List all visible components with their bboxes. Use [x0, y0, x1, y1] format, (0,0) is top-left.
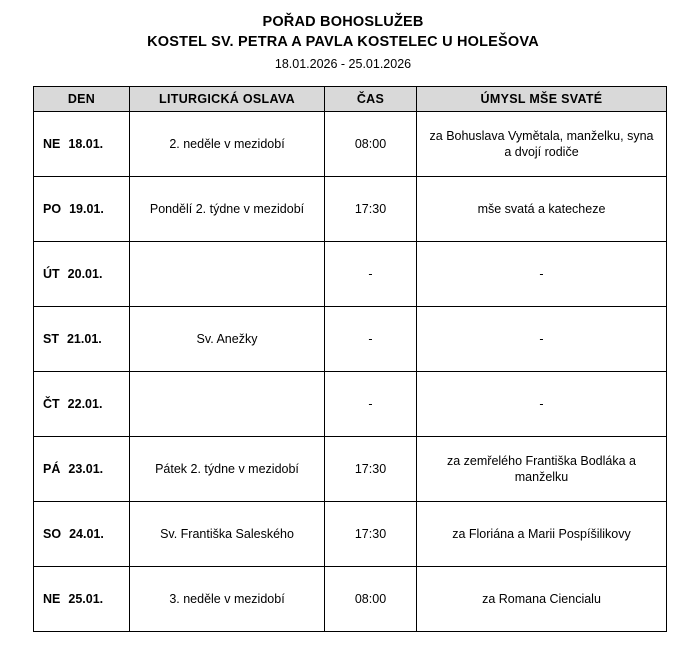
cell-intention: mše svatá a katecheze — [417, 177, 667, 242]
cell-intention: - — [417, 307, 667, 372]
day-name: ST — [43, 332, 59, 346]
day-date: 23.01. — [68, 462, 104, 476]
cell-intention: - — [417, 242, 667, 307]
cell-time: - — [325, 307, 417, 372]
day-name: ČT — [43, 397, 60, 411]
column-header-intention: ÚMYSL MŠE SVATÉ — [417, 87, 667, 112]
schedule-table — [33, 86, 667, 632]
cell-time: - — [325, 242, 417, 307]
cell-feast: 3. neděle v mezidobí — [130, 567, 325, 632]
schedule-table-wrapper — [0, 86, 686, 632]
day-name: NE — [43, 137, 61, 151]
day-date: 19.01. — [69, 202, 104, 216]
cell-time: 08:00 — [325, 567, 417, 632]
cell-feast — [130, 242, 325, 307]
cell-day — [34, 372, 130, 437]
column-header-day: DEN — [34, 87, 130, 112]
day-name: SO — [43, 527, 62, 541]
table-row — [34, 567, 667, 632]
table-row — [34, 307, 667, 372]
cell-feast: Pátek 2. týdne v mezidobí — [130, 437, 325, 502]
table-row — [34, 242, 667, 307]
cell-time: 17:30 — [325, 502, 417, 567]
cell-time: 17:30 — [325, 437, 417, 502]
cell-time: - — [325, 372, 417, 437]
cell-intention: za Bohuslava Vymětala, manželku, syna a dvojí rodiče — [417, 112, 667, 177]
table-header-row — [34, 87, 667, 112]
day-date: 22.01. — [67, 397, 103, 411]
cell-feast: Sv. Anežky — [130, 307, 325, 372]
column-header-time: ČAS — [325, 87, 417, 112]
day-name: ÚT — [43, 267, 60, 281]
day-date: 21.01. — [66, 332, 102, 346]
cell-day — [34, 242, 130, 307]
cell-time: 08:00 — [325, 112, 417, 177]
cell-day — [34, 567, 130, 632]
day-date: 20.01. — [67, 267, 103, 281]
day-date: 24.01. — [69, 527, 104, 541]
cell-day — [34, 437, 130, 502]
cell-intention: za Romana Ciencialu — [417, 567, 667, 632]
day-name: NE — [43, 592, 61, 606]
column-header-feast: LITURGICKÁ OSLAVA — [130, 87, 325, 112]
table-row — [34, 437, 667, 502]
table-row — [34, 502, 667, 567]
day-name: PÁ — [43, 462, 61, 476]
table-row — [34, 177, 667, 242]
cell-feast: Sv. Františka Saleského — [130, 502, 325, 567]
document-title: POŘAD BOHOSLUŽEB — [262, 14, 424, 30]
cell-day — [34, 112, 130, 177]
cell-day — [34, 307, 130, 372]
cell-feast: 2. neděle v mezidobí — [130, 112, 325, 177]
cell-day — [34, 502, 130, 567]
day-name: PO — [43, 202, 62, 216]
table-row — [34, 112, 667, 177]
table-row — [34, 372, 667, 437]
document-header — [0, 0, 686, 74]
schedule-table-body — [34, 112, 667, 632]
cell-day — [34, 177, 130, 242]
cell-feast — [130, 372, 325, 437]
day-date: 18.01. — [68, 137, 104, 151]
date-range: 18.01.2026 - 25.01.2026 — [274, 57, 412, 71]
cell-intention: za Floriána a Marii Pospíšilikovy — [417, 502, 667, 567]
cell-time: 17:30 — [325, 177, 417, 242]
day-date: 25.01. — [68, 592, 104, 606]
document-subtitle: KOSTEL SV. PETRA A PAVLA KOSTELEC U HOLEŠOVA — [147, 34, 539, 50]
cell-intention: za zemřelého Františka Bodláka a manželku — [417, 437, 667, 502]
cell-intention: - — [417, 372, 667, 437]
cell-feast: Pondělí 2. týdne v mezidobí — [130, 177, 325, 242]
